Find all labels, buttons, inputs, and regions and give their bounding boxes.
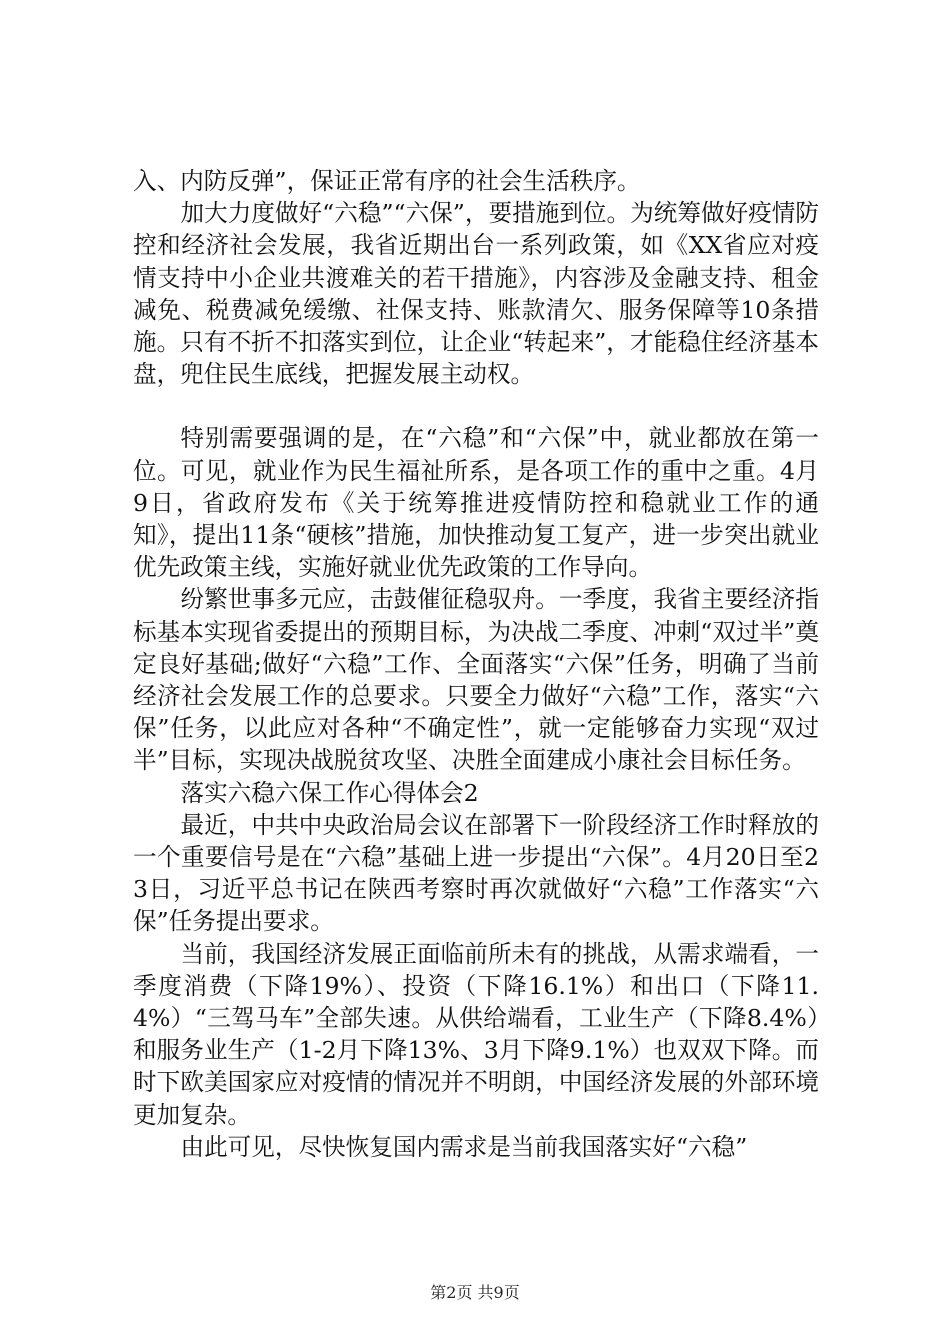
paragraph-continuation: 入、内防反弹”，保证正常有序的社会生活秩序。 [133,167,641,195]
paragraph-spacer [133,390,819,422]
paragraph-domestic-demand: 由此可见，尽快恢复国内需求是当前我国落实好“六稳” [180,1132,748,1161]
paragraph-six-stabilities-measures: 加大力度做好“六稳”“六保”，要措施到位。为统筹做好疫情防控和经济社会发展，我省近期出台一系列政策，如《XX省应对疫情支持中小企业共渡难关的若干措施》，内容涉及金融支持、租金减免、税费减免缓缴、社保支持、账款清欠、服务保障等10条措施。只有不折不扣落实到位，让企业“转起来”，才能稳住经济基本盘，兜住民生底线，把握发展主动权。 [133,199,819,389]
page-footer: 第2页 共9页 [430,1283,520,1302]
paragraph-employment-priority: 特别需要强调的是，在“六稳”和“六保”中，就业都放在第一位。可见，就业作为民生福祉所系，是各项工作的重中之重。4月9日，省政府发布《关于统筹推进疫情防控和稳就业工作的通知》，提出11条“硬核”措施，加快推动复工复产，进一步突出就业优先政策主线，实施好就业优先政策的工作导向。 [133,424,819,582]
paragraph-economic-challenges: 当前，我国经济发展正面临前所未有的挑战，从需求端看，一季度消费（下降19%）、投资（下降16.1%）和出口（下降11.4%）“三驾马车”全部失速。从供给端看，工业生产（下降8.4%）和服务业生产（1-2月下降13%、3月下降9.1%）也双双下降。而时下欧美国家应对疫情的情况并不明朗，中国经济发展的外部环境更加复杂。 [133,939,819,1129]
section-heading: 落实六稳六保工作心得体会2 [180,778,479,807]
paragraph-first-quarter: 纷繁世事多元应，击鼓催征稳驭舟。一季度，我省主要经济指标基本实现省委提出的预期目标，为决战二季度、冲刺“双过半”奠定良好基础;做好“六稳”工作、全面落实“六保”任务，明确了当前经济社会发展工作的总要求。只要全力做好“六稳”工作，落实“六保”任务，以此应对各种“不确定性”，就一定能够奋力实现“双过半”目标，实现决战脱贫攻坚、决胜全面建成小康社会目标任务。 [133,585,819,775]
document-body [133,165,819,1163]
paragraph-politburo-signal: 最近，中共中央政治局会议在部署下一阶段经济工作时释放的一个重要信号是在“六稳”基础上进一步提出“六保”。4月20日至23日，习近平总书记在陕西考察时再次就做好“六稳”工作落实“六保”任务提出要求。 [133,810,819,936]
